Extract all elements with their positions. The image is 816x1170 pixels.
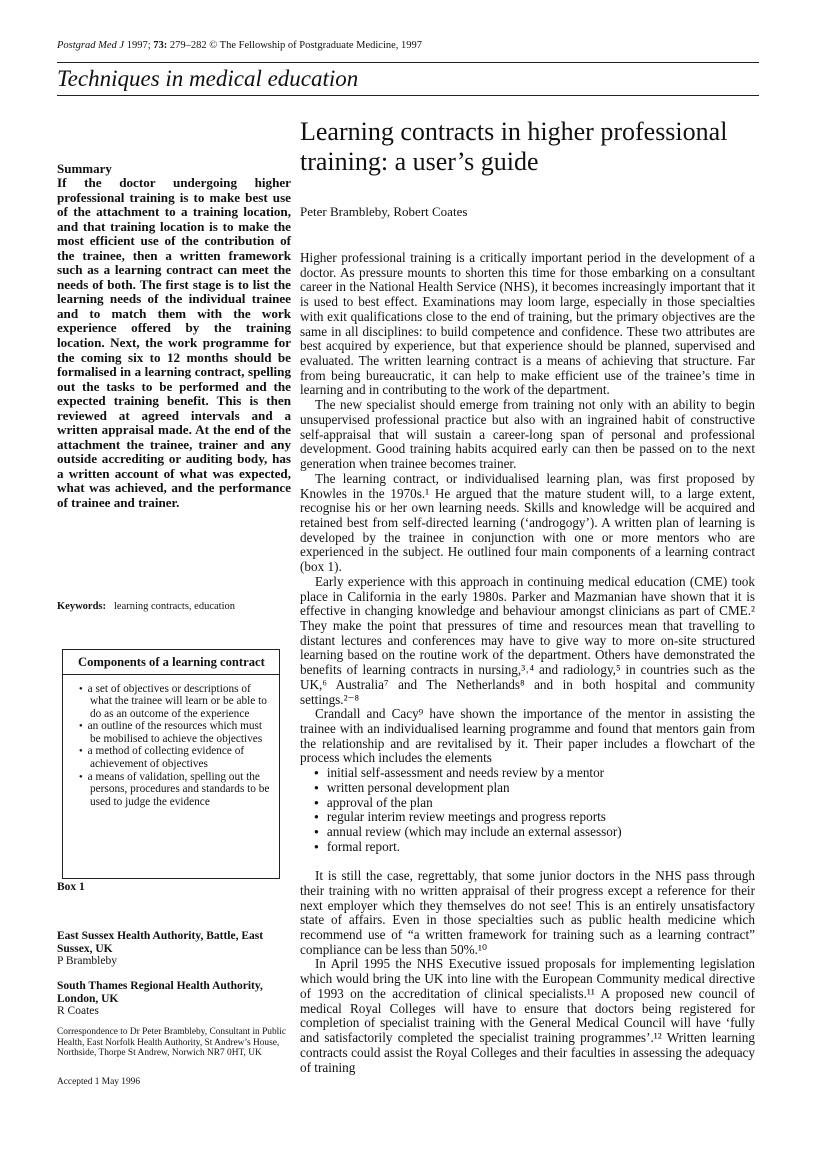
summary-text: If the doctor undergoing higher professional training is to make best use of the attachment to a training location, and that training location is to make the most efficient use of the contribution of the trainee, then a written framework such as a learning contract can meet the needs of both. The first stage is to list the learning needs of the individual trainee and to match them with the work experience offered by the training location. Next, the work programme for the coming six to 12 months should be formalised in a learning contract, spelling out the tasks to be performed and the expected training benefit. This is then reviewed at agreed intervals and a written appraisal made. At the end of the attachment the trainee, trainer and any outside accrediting or auditing body, has a written account of what was expected, what was achieved, and the performance of trainee and trainer. [57, 175, 291, 511]
summary-heading: Summary [57, 161, 112, 176]
box-label: Box 1 [57, 881, 85, 893]
box-item: ● an outline of the resources which must be mobilised to achieve the objectives [79, 720, 271, 745]
affiliation-org: South Thames Regional Health Authority, London, UK [57, 980, 263, 1005]
box-item: ● a method of collecting evidence of achievement of objectives [79, 745, 271, 770]
process-item: ● formal report. [314, 840, 755, 855]
box-item: ● a set of objectives or descriptions of what the trainee will learn or be able to do as an outcome of the experience [79, 683, 271, 721]
box-1 [62, 649, 280, 879]
process-item: ● initial self-assessment and needs review by a mentor [314, 766, 755, 781]
process-item: ● written personal development plan [314, 781, 755, 796]
body-paragraph: Higher professional training is a critically important period in the development of a doctor. As pressure mounts to shorten this time for those embarking on a consultant career in the National Health Service (NHS), it becomes increasingly important that it is used to best effect. Examinations may loom large, especially in those specialties with exit qualifications close to the end of training, but the primary objectives are the same in all disciplines: to build competence and confidence. These two attributes are best acquired by experience, but that experience should be planned, supervised and evaluated. The written learning contract is a means of achieving that structure. Far from being bureaucratic, it can help to make efficient use of the trainee’s time in learning and in contributing to the work of the department. [300, 250, 755, 398]
section-title: Techniques in medical education [57, 66, 359, 91]
box-list [63, 683, 279, 809]
journal-name: Postgrad Med J [57, 40, 125, 51]
affiliation-person: R Coates [57, 1005, 99, 1018]
body-paragraph: Early experience with this approach in continuing medical education (CME) took place in California in the early 1980s. Parker and Mazmanian have shown that it is effective in changing knowledge and behaviour amongst clinicians as part of CME.² They make the point that pressures of time and resources mean that travelling to distant lectures and conferences may have to give way to more on-site structured learning based on the routine work of the department. Others have demonstrated the benefits of learning contracts in nursing,³˒⁴ and radiology,⁵ in countries such as the UK,⁶ Australia⁷ and The Netherlands⁸ and in both hospital and community settings.²⁻⁸ [300, 573, 755, 707]
journal-pages: 279–282 [169, 40, 207, 51]
top-rule [57, 62, 759, 63]
affiliation [57, 930, 291, 968]
copyright: © The Fellowship of Postgraduate Medicine, 1997 [209, 40, 423, 51]
body-paragraph: Crandall and Cacy⁹ have shown the importance of the mentor in assisting the trainee with an individualised learning programme and found that mentors gain from the relationship and are revitalised by it. Their paper includes a flowchart of the process which includes the elements [300, 706, 755, 766]
section-rule [57, 95, 759, 96]
accepted-date: Accepted 1 May 1996 [57, 1077, 141, 1087]
process-item: ● annual review (which may include an external assessor) [314, 825, 755, 840]
box-item: ● a means of validation, spelling out the persons, procedures and standards to be used to judge the evidence [79, 771, 271, 809]
journal-volume: 73: [153, 40, 168, 51]
body-paragraph: It is still the case, regrettably, that some junior doctors in the NHS pass through their training with no written appraisal of their progress except a reference for their next employer which they themselves do not see! This is an entirely unsatisfactory state of affairs. Even in those specialties such as public health medicine which recommend use of “a written framework for training such as a learning contract” compliance can be less than 50%.¹⁰ [300, 868, 755, 957]
body-paragraph: The new specialist should emerge from training not only with an ability to begin unsupervised professional practice but also with an ingrained habit of constructive self-appraisal that will sustain a career-long span of personal and professional development. Good training habits acquired early can then be passed on to the next generation when trainee becomes trainer. [300, 397, 755, 472]
correspondence: Correspondence to Dr Peter Brambleby, Consultant in Public Health, East Norfolk Health Authority, St Andrew’s House, Northside, Thorpe St Andrew, Norwich NR7 0HT, UK [57, 1027, 287, 1059]
box-heading: Components of a learning contract [63, 650, 279, 675]
process-item: ● regular interim review meetings and progress reports [314, 810, 755, 825]
affiliation-org: East Sussex Health Authority, Battle, East Sussex, UK [57, 930, 264, 955]
body-paragraph: The learning contract, or individualised learning plan, was first proposed by Knowles in the 1970s.¹ He argued that the mature student will, to a large extent, recognise his or her own learning needs. Skills and knowledge will be acquired and retained best from self-directed learning (‘androgogy’). A written plan of learning is developed by the trainee in conjunction with one or more mentors who are experienced in the subject. He outlined four main components of a learning contract (box 1). [300, 470, 755, 575]
affiliation [57, 980, 291, 1018]
keywords-value: learning contracts, education [114, 601, 235, 612]
keywords [57, 601, 291, 612]
keywords-label: Keywords: [57, 601, 106, 612]
journal-year: 1997; [126, 40, 151, 51]
article-title: Learning contracts in higher professional training: a user’s guide [300, 117, 728, 176]
article-authors: Peter Brambleby, Robert Coates [300, 204, 468, 219]
process-item: ● approval of the plan [314, 796, 755, 811]
affiliation-person: P Brambleby [57, 955, 117, 968]
process-list [300, 766, 755, 854]
body-paragraph: In April 1995 the NHS Executive issued proposals for implementing legislation which would bring the UK into line with the European Community medical directive of 1993 on the accreditation of clinical specialists.¹¹ A proposed new council of medical Royal Colleges will have to ensure that doctors being registered for completion of specialist training with the General Medical Council will have ‘fully and satisfactorily completed the specialist training programmes’.¹² Written learning contracts could assist the Royal Colleges and their faculties in assessing the adequacy of training [300, 956, 755, 1075]
article-body [300, 251, 755, 1075]
journal-citation [57, 40, 422, 51]
